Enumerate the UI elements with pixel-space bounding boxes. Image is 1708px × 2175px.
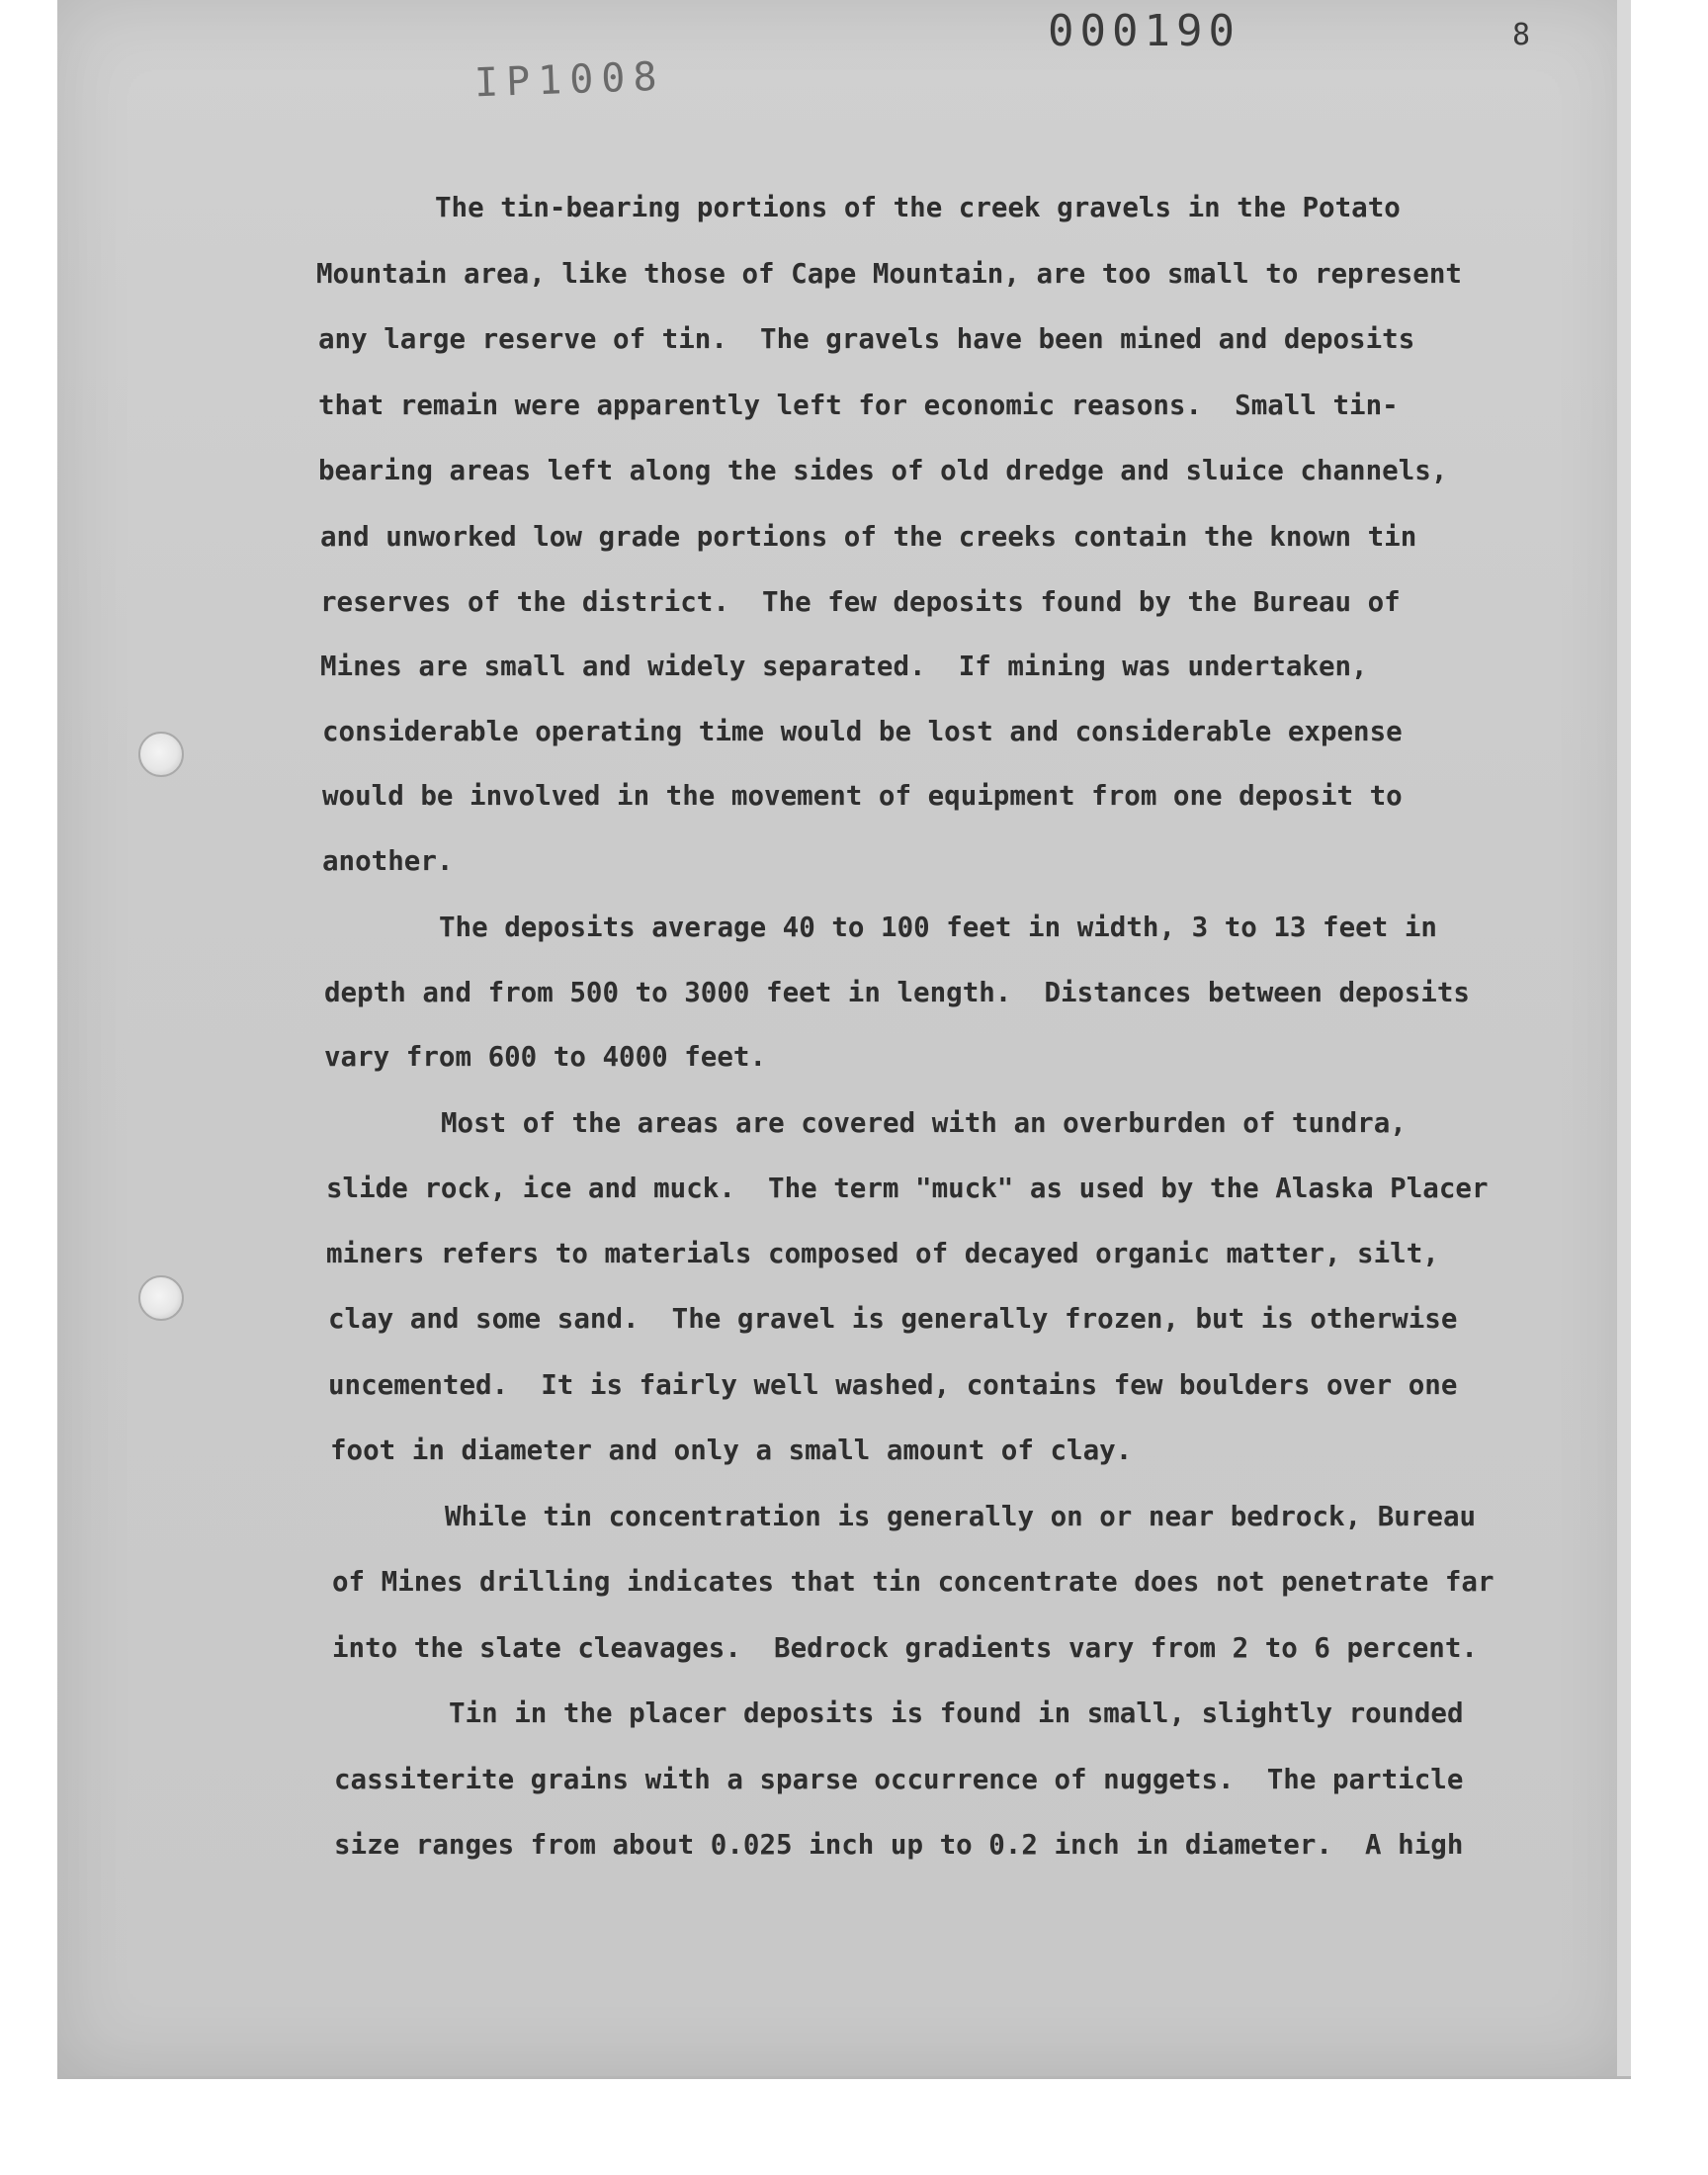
text-line: Most of the areas are covered with an overburden of tundra, — [441, 1107, 1407, 1139]
page-number: 8 — [1512, 18, 1531, 52]
text-line: size ranges from about 0.025 inch up to 0.2 inch in diameter. A high — [334, 1829, 1464, 1861]
archive-stamp: IP1008 — [473, 53, 666, 107]
text-line: any large reserve of tin. The gravels have been mined and deposits — [318, 323, 1415, 355]
text-line: reserves of the district. The few deposits found by the Bureau of — [320, 586, 1401, 618]
text-line: into the slate cleavages. Bedrock gradients vary from 2 to 6 percent. — [332, 1632, 1478, 1664]
text-line: and unworked low grade portions of the creeks contain the known tin — [320, 521, 1417, 553]
text-line: of Mines drilling indicates that tin concentrate does not penetrate far — [332, 1566, 1494, 1598]
text-line: that remain were apparently left for economic reasons. Small tin- — [318, 390, 1399, 421]
text-line: considerable operating time would be lost and considerable expense — [322, 716, 1403, 747]
text-line: Mountain area, like those of Cape Mountain, are too small to represent — [316, 258, 1462, 290]
page-edge — [1617, 0, 1631, 2076]
text-line: would be involved in the movement of equipment from one deposit to — [322, 780, 1403, 812]
punch-hole-upper — [138, 732, 184, 777]
text-line: The deposits average 40 to 100 feet in width, 3 to 13 feet in — [439, 912, 1437, 943]
punch-hole-lower — [138, 1275, 184, 1321]
text-line: clay and some sand. The gravel is generally frozen, but is otherwise — [328, 1303, 1458, 1335]
text-line: depth and from 500 to 3000 feet in length. Distances between deposits — [324, 977, 1470, 1008]
document-number: 000190 — [1048, 6, 1240, 56]
text-line: another. — [322, 845, 454, 877]
text-line: vary from 600 to 4000 feet. — [324, 1041, 767, 1073]
text-line: cassiterite grains with a sparse occurrence of nuggets. The particle — [334, 1764, 1464, 1795]
text-line: slide rock, ice and muck. The term "muck" as used by the Alaska Placer — [326, 1173, 1489, 1204]
text-line: miners refers to materials composed of decayed organic matter, silt, — [326, 1238, 1439, 1269]
text-line: foot in diameter and only a small amount of clay. — [330, 1435, 1133, 1466]
text-line: bearing areas left along the sides of old dredge and sluice channels, — [318, 455, 1448, 486]
text-line: The tin-bearing portions of the creek gravels in the Potato — [435, 192, 1401, 223]
text-line: uncemented. It is fairly well washed, contains few boulders over one — [328, 1369, 1458, 1401]
text-line: Mines are small and widely separated. If mining was undertaken, — [320, 651, 1368, 682]
text-line: While tin concentration is generally on or near bedrock, Bureau — [445, 1501, 1477, 1532]
text-line: Tin in the placer deposits is found in small, slightly rounded — [449, 1697, 1464, 1729]
